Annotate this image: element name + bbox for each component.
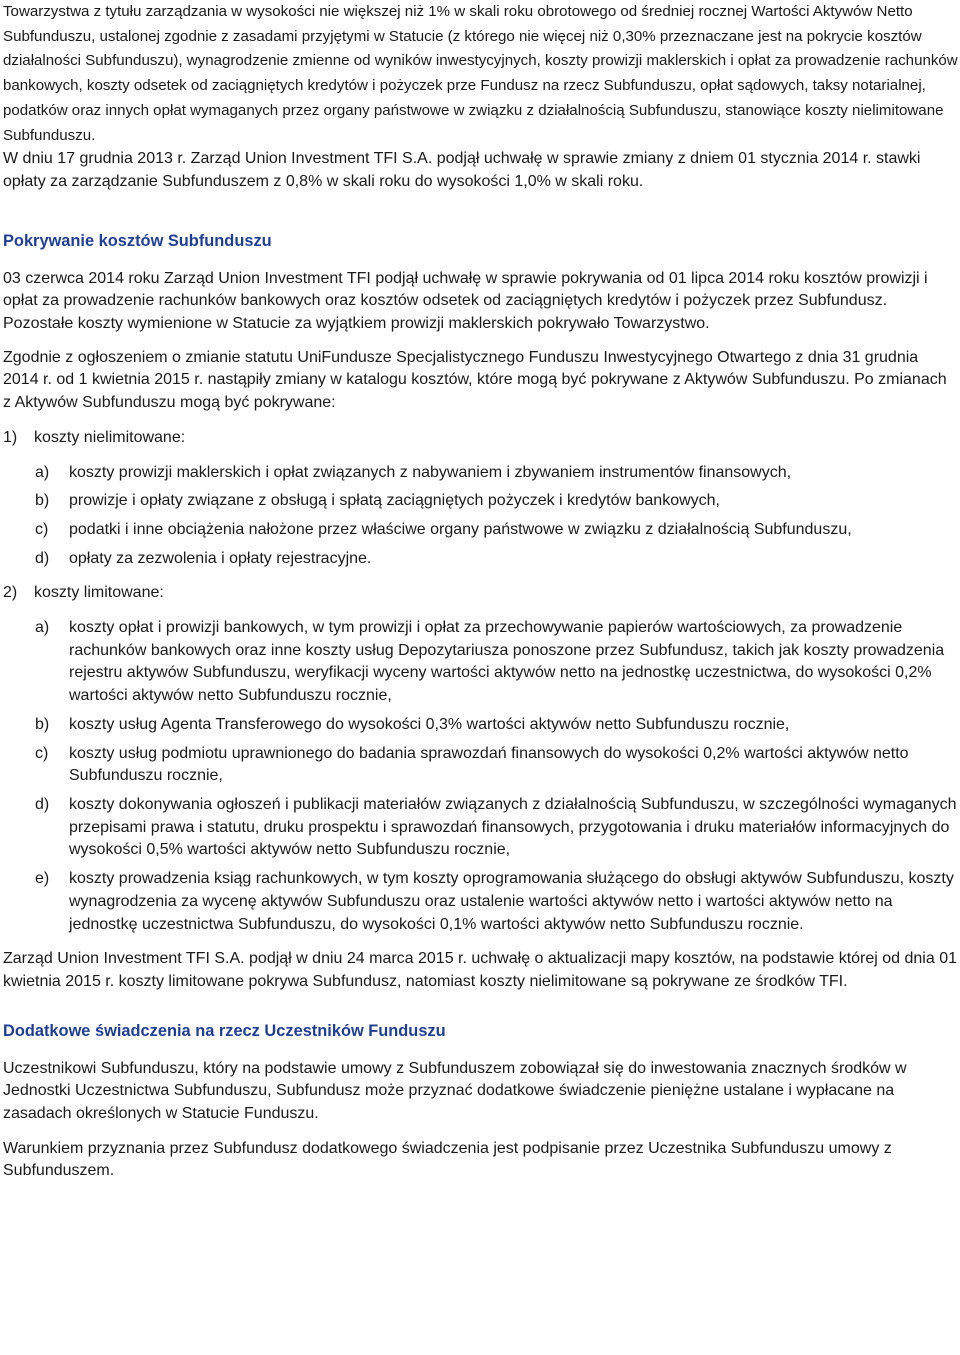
list-item-label: a) bbox=[35, 619, 50, 637]
list-item bbox=[3, 617, 958, 708]
intro-paragraph: Towarzystwa z tytułu zarządzania w wysokości nie większej niż 1% w skali roku obrotowego od średniej rocznej Wartości Aktywów Netto Subfunduszu, ustalonej zgodnie z zasadami przyjętymi w Statucie (z którego nie więcej niż 0,30% przeznaczane jest na pokrycie kosztów działalności Subfunduszu), wynagrodzenie zmienne od wyników inwestycyjnych, koszty prowizji maklerskich i opłat za prowadzenie rachunków bankowych, koszty odsetek od zaciągniętych kredytów i pożyczek prze Fundusz na rzecz Subfunduszu, opłat sądowych, taksy notarialnej, podatków oraz innych opłat wymaganych przez organy państwowe w związku z działalnością Subfunduszu, stanowiące koszty nielimitowane Subfunduszu. bbox=[3, 3, 958, 144]
section-heading-benefits: Dodatkowe świadczenia na rzecz Uczestników Funduszu bbox=[3, 1021, 446, 1040]
list-item-label: a) bbox=[35, 463, 50, 481]
resolution-2013-paragraph: W dniu 17 grudnia 2013 r. Zarząd Union Investment TFI S.A. podjął uchwałę w sprawie zmiany z dniem 01 stycznia 2014 r. stawki opłaty za zarządzanie Subfunduszem z 0,8% w skali roku do wysokości 1,0% w skali roku. bbox=[3, 150, 921, 190]
list-item bbox=[3, 868, 958, 936]
list-item-text: koszty usług Agenta Transferowego do wysokości 0,3% wartości aktywów netto Subfunduszu rocznie, bbox=[69, 715, 790, 733]
list-item-text: opłaty za zezwolenia i opłaty rejestracyjne. bbox=[69, 549, 372, 567]
unlimited-costs-list bbox=[3, 427, 958, 571]
section-heading-costs: Pokrywanie kosztów Subfunduszu bbox=[3, 231, 272, 250]
list-item bbox=[3, 490, 958, 513]
list-item-label: c) bbox=[35, 744, 49, 762]
list-item bbox=[3, 743, 958, 788]
list-item-text: koszty usług podmiotu uprawnionego do badania sprawozdań finansowych do wysokości 0,2% wartości aktywów netto Subfunduszu rocznie, bbox=[69, 744, 909, 785]
list-item-text: koszty prowadzenia ksiąg rachunkowych, w tym koszty oprogramowania służącego do obsługi aktywów Subfunduszu, koszty wynagrodzenia za wycenę aktywów Subfunduszu oraz ustalenie wartości aktywów netto i wartości aktywów netto na jednostkę uczestnictwa Subfunduszu, do wysokości 0,1% wartości aktywów netto Subfunduszu rocznie. bbox=[69, 870, 954, 933]
list-item bbox=[3, 519, 958, 542]
list-item bbox=[3, 714, 958, 737]
list-item bbox=[3, 462, 958, 485]
list-item-text: koszty opłat i prowizji bankowych, w tym prowizji i opłat za przechowywanie papierów wartościowych, za prowadzenie rachunków bankowych oraz inne koszty usług Depozytariusza ponoszone przez Subfundusz, takich jak koszty prowadzenia rejestru aktywów Subfunduszu, weryfikacji wyceny wartości aktywów netto na jednostkę uczestnictwa, do wysokości 0,2% wartości aktywów netto Subfunduszu rocznie, bbox=[69, 619, 945, 705]
list-item-text: koszty prowizji maklerskich i opłat związanych z nabywaniem i zbywaniem instrumentów finansowych, bbox=[69, 463, 792, 481]
list-item bbox=[3, 548, 958, 571]
document-page bbox=[3, 0, 958, 1183]
list-item-text: prowizje i opłaty związane z obsługą i spłatą zaciągniętych pożyczek i kredytów bankowych, bbox=[69, 492, 720, 510]
list-item bbox=[3, 794, 958, 862]
list-item-text: podatki i inne obciążenia nałożone przez właściwe organy państwowe w związku z działalnością Subfunduszu, bbox=[69, 520, 852, 538]
list-item-label: d) bbox=[35, 795, 50, 813]
list-title: koszty nielimitowane: bbox=[34, 428, 186, 446]
resolution-2014-paragraph: 03 czerwca 2014 roku Zarząd Union Investment TFI podjął uchwałę w sprawie pokrywania od 01 lipca 2014 roku kosztów prowizji i opłat za prowadzenie rachunków bankowych oraz kosztów odsetek od zaciągniętych kredytów i pożyczek przez Subfundusz. Pozostałe koszty wymienione w Statucie za wyjątkiem prowizji maklerskich pokrywało Towarzystwo. bbox=[3, 269, 928, 333]
benefit-condition-paragraph: Warunkiem przyznania przez Subfundusz dodatkowego świadczenia jest podpisanie przez Uczestnika Subfunduszu umowy z Subfunduszem. bbox=[3, 1139, 892, 1180]
list-number: 2) bbox=[3, 584, 18, 602]
benefits-paragraph: Uczestnikowi Subfunduszu, który na podstawie umowy z Subfunduszem zobowiązał się do inwestowania znacznych środków w Jednostki Uczestnictwa Subfunduszu, Subfundusz może przyznać dodatkowe świadczenie pieniężne ustalane i wypłacane na zasadach określonych w Statucie Funduszu. bbox=[3, 1059, 907, 1123]
resolution-2015-paragraph: Zarząd Union Investment TFI S.A. podjął w dniu 24 marca 2015 r. uchwałę o aktualizacji mapy kosztów, na podstawie której od dnia 01 kwietnia 2015 r. koszty limitowane pokrywa Subfundusz, natomiast koszty nielimitowane są pokrywane ze środków TFI. bbox=[3, 950, 957, 990]
statute-change-paragraph: Zgodnie z ogłoszeniem o zmianie statutu UniFundusze Specjalistycznego Funduszu Inwestycyjnego Otwartego z dnia 31 grudnia 2014 r. od 1 kwietnia 2015 r. nastąpiły zmiany w katalogu kosztów, które mogą być pokrywane z Aktywów Subfunduszu. Po zmianach z Aktywów Subfunduszu mogą być pokrywane: bbox=[3, 348, 947, 412]
list-item-label: b) bbox=[35, 492, 50, 510]
list-item-label: b) bbox=[35, 715, 50, 733]
list-item-label: d) bbox=[35, 549, 50, 567]
list-item-text: koszty dokonywania ogłoszeń i publikacji materiałów związanych z działalnością Subfunduszu, w szczególności wymaganych przepisami prawa i statutu, druku prospektu i sprawozdań finansowych, przygotowania i druku materiałów informacyjnych do wysokości 0,5% wartości aktywów netto Subfunduszu rocznie, bbox=[69, 795, 957, 859]
list-heading-unlimited bbox=[3, 427, 958, 450]
list-title: koszty limitowane: bbox=[34, 584, 164, 602]
list-item-label: c) bbox=[35, 520, 49, 538]
list-item-label: e) bbox=[35, 870, 50, 888]
limited-costs-list bbox=[3, 582, 958, 936]
list-number: 1) bbox=[3, 428, 18, 446]
list-heading-limited bbox=[3, 582, 958, 605]
